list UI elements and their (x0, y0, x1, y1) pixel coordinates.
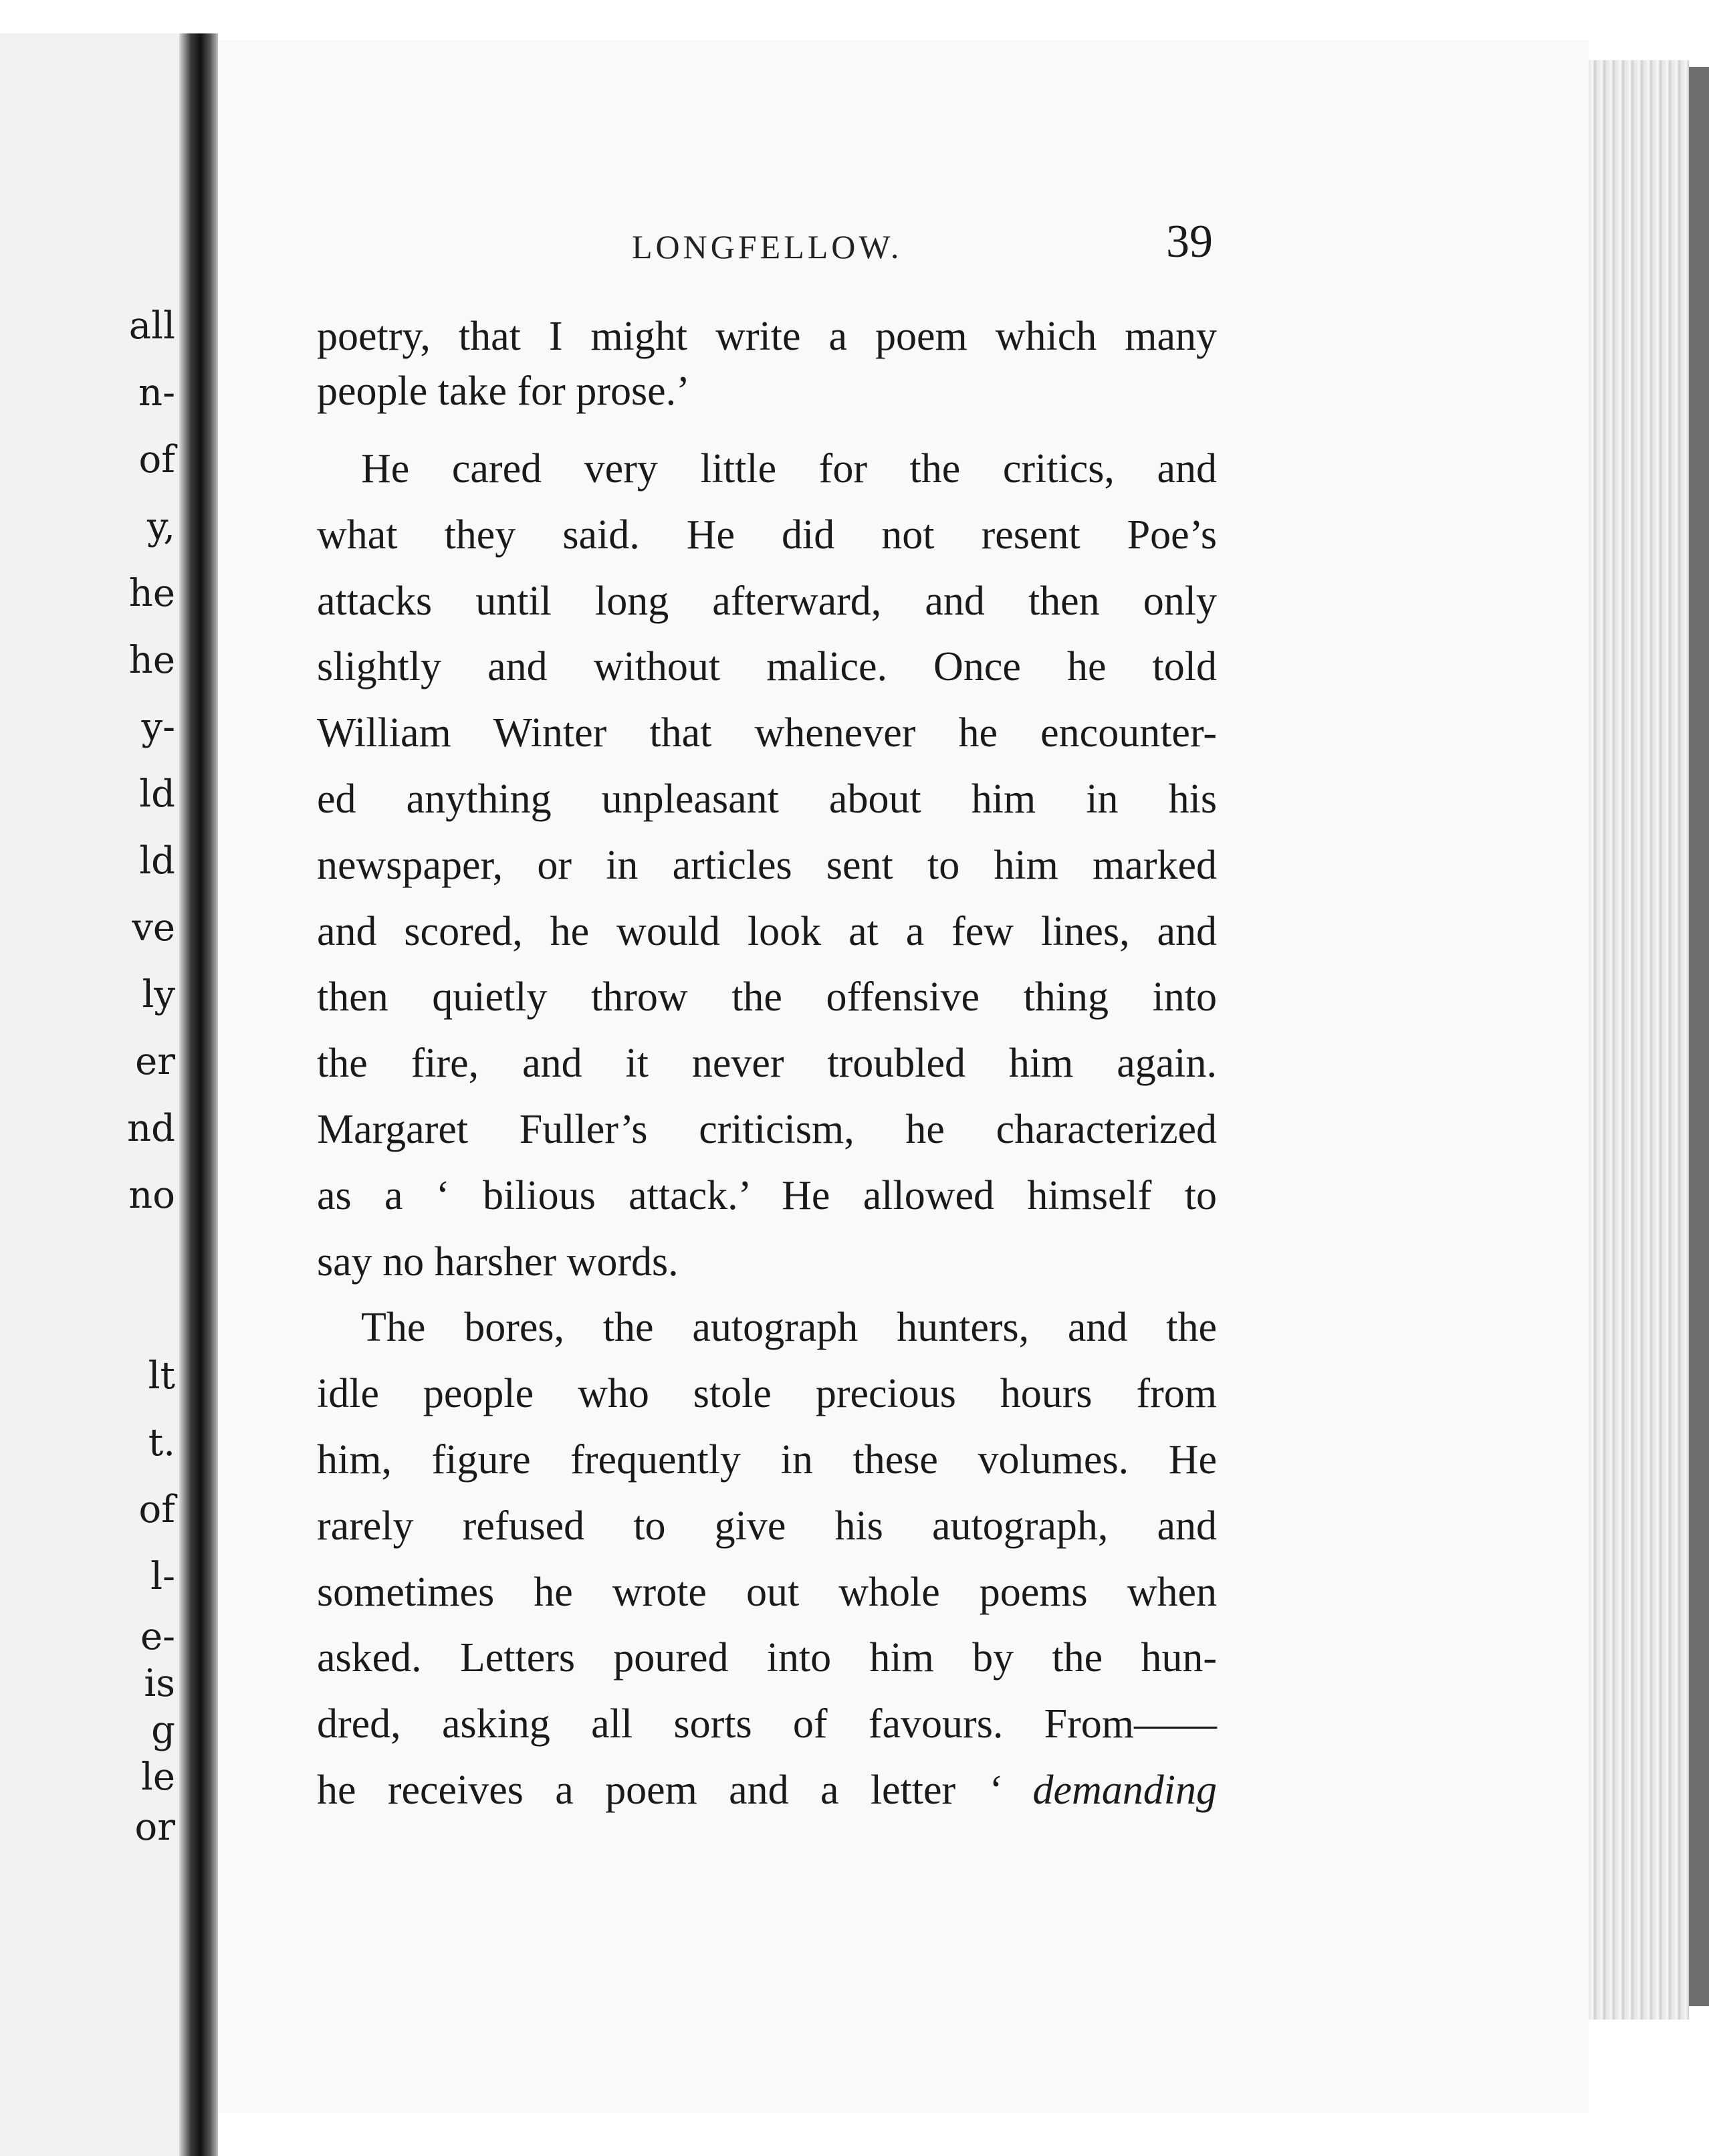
text-line: then quietly throw the offensive thing into (317, 974, 1217, 1020)
facing-page-fragment: ve (132, 906, 175, 950)
facing-page-fragment: is (144, 1662, 175, 1705)
facing-page-fragment: ly (142, 973, 175, 1016)
running-head-title: LONGFELLOW. (632, 228, 903, 265)
text-line: what they said. He did not resent Poe’s (317, 512, 1217, 558)
text-line: slightly and without malice. Once he told (317, 644, 1217, 690)
facing-page-fragment: y, (147, 505, 175, 548)
binding-gutter (179, 33, 218, 2156)
facing-page-fragment: nd (127, 1107, 175, 1150)
text-line: say no harsher words. (317, 1238, 679, 1285)
facing-page-fragment: he (128, 572, 175, 615)
facing-page-fragment: e- (140, 1615, 175, 1658)
facing-page-fragment: t. (148, 1421, 175, 1465)
facing-page-fragment: ld (139, 772, 175, 816)
text-line: rarely refused to give his autograph, and (317, 1503, 1217, 1549)
final-line-text: he receives a poem and a letter (317, 1767, 956, 1813)
facing-page-fragment: or (134, 1806, 175, 1849)
facing-page-fragment: he (128, 639, 175, 682)
text-line: The bores, the autograph hunters, and the (361, 1305, 1217, 1351)
text-line: him, figure frequently in these volumes. He (317, 1436, 1217, 1483)
cover-edge (1689, 67, 1709, 2006)
facing-page-fragment: of (138, 1488, 175, 1531)
text-line: He cared very little for the critics, and (361, 446, 1217, 492)
text-line: Margaret Fuller’s criticism, he characterized (317, 1106, 1217, 1152)
text-line-final (317, 1757, 1217, 1824)
text-line: attacks until long afterward, and then only (317, 578, 1217, 624)
text-line: dred, asking all sorts of favours. From—— (317, 1701, 1217, 1747)
text-line: newspaper, or in articles sent to him marked (317, 842, 1217, 888)
facing-page-edge (0, 33, 179, 2156)
facing-page-fragment: no (128, 1174, 175, 1217)
text-line: poetry, that I might write a poem which many (317, 314, 1217, 359)
text-line: sometimes he wrote out whole poems when (317, 1569, 1217, 1615)
body-text (317, 309, 1217, 1824)
final-line-italic: ‘ demanding (987, 1767, 1218, 1813)
facing-page-fragment: ld (139, 839, 175, 883)
page-stack-edge (1589, 60, 1689, 2020)
facing-page-fragment: y- (141, 706, 175, 749)
page-number: 39 (1166, 216, 1213, 267)
facing-page-fragment: er (135, 1040, 175, 1083)
facing-page-fragment: n- (138, 371, 175, 415)
text-line: William Winter that whenever he encounter- (317, 710, 1217, 756)
text-line: the fire, and it never troubled him again. (317, 1041, 1217, 1087)
facing-page-fragment: of (138, 438, 175, 481)
text-line: ed anything unpleasant about him in his (317, 776, 1217, 822)
text-line: as a ‘ bilious attack.’ He allowed himself to (317, 1172, 1217, 1218)
facing-page-fragment: le (140, 1755, 175, 1799)
facing-page-text-fragments (0, 33, 179, 2156)
facing-page-fragment: lt (148, 1354, 175, 1398)
facing-page-fragment: g (151, 1709, 175, 1752)
text-line: people take for prose.’ (317, 368, 690, 414)
facing-page-fragment: l- (150, 1555, 175, 1598)
facing-page-fragment: all (128, 304, 175, 348)
text-line: idle people who stole precious hours from (317, 1371, 1217, 1417)
text-line: asked. Letters poured into him by the hun- (317, 1635, 1217, 1681)
text-line: and scored, he would look at a few lines, and (317, 908, 1217, 954)
